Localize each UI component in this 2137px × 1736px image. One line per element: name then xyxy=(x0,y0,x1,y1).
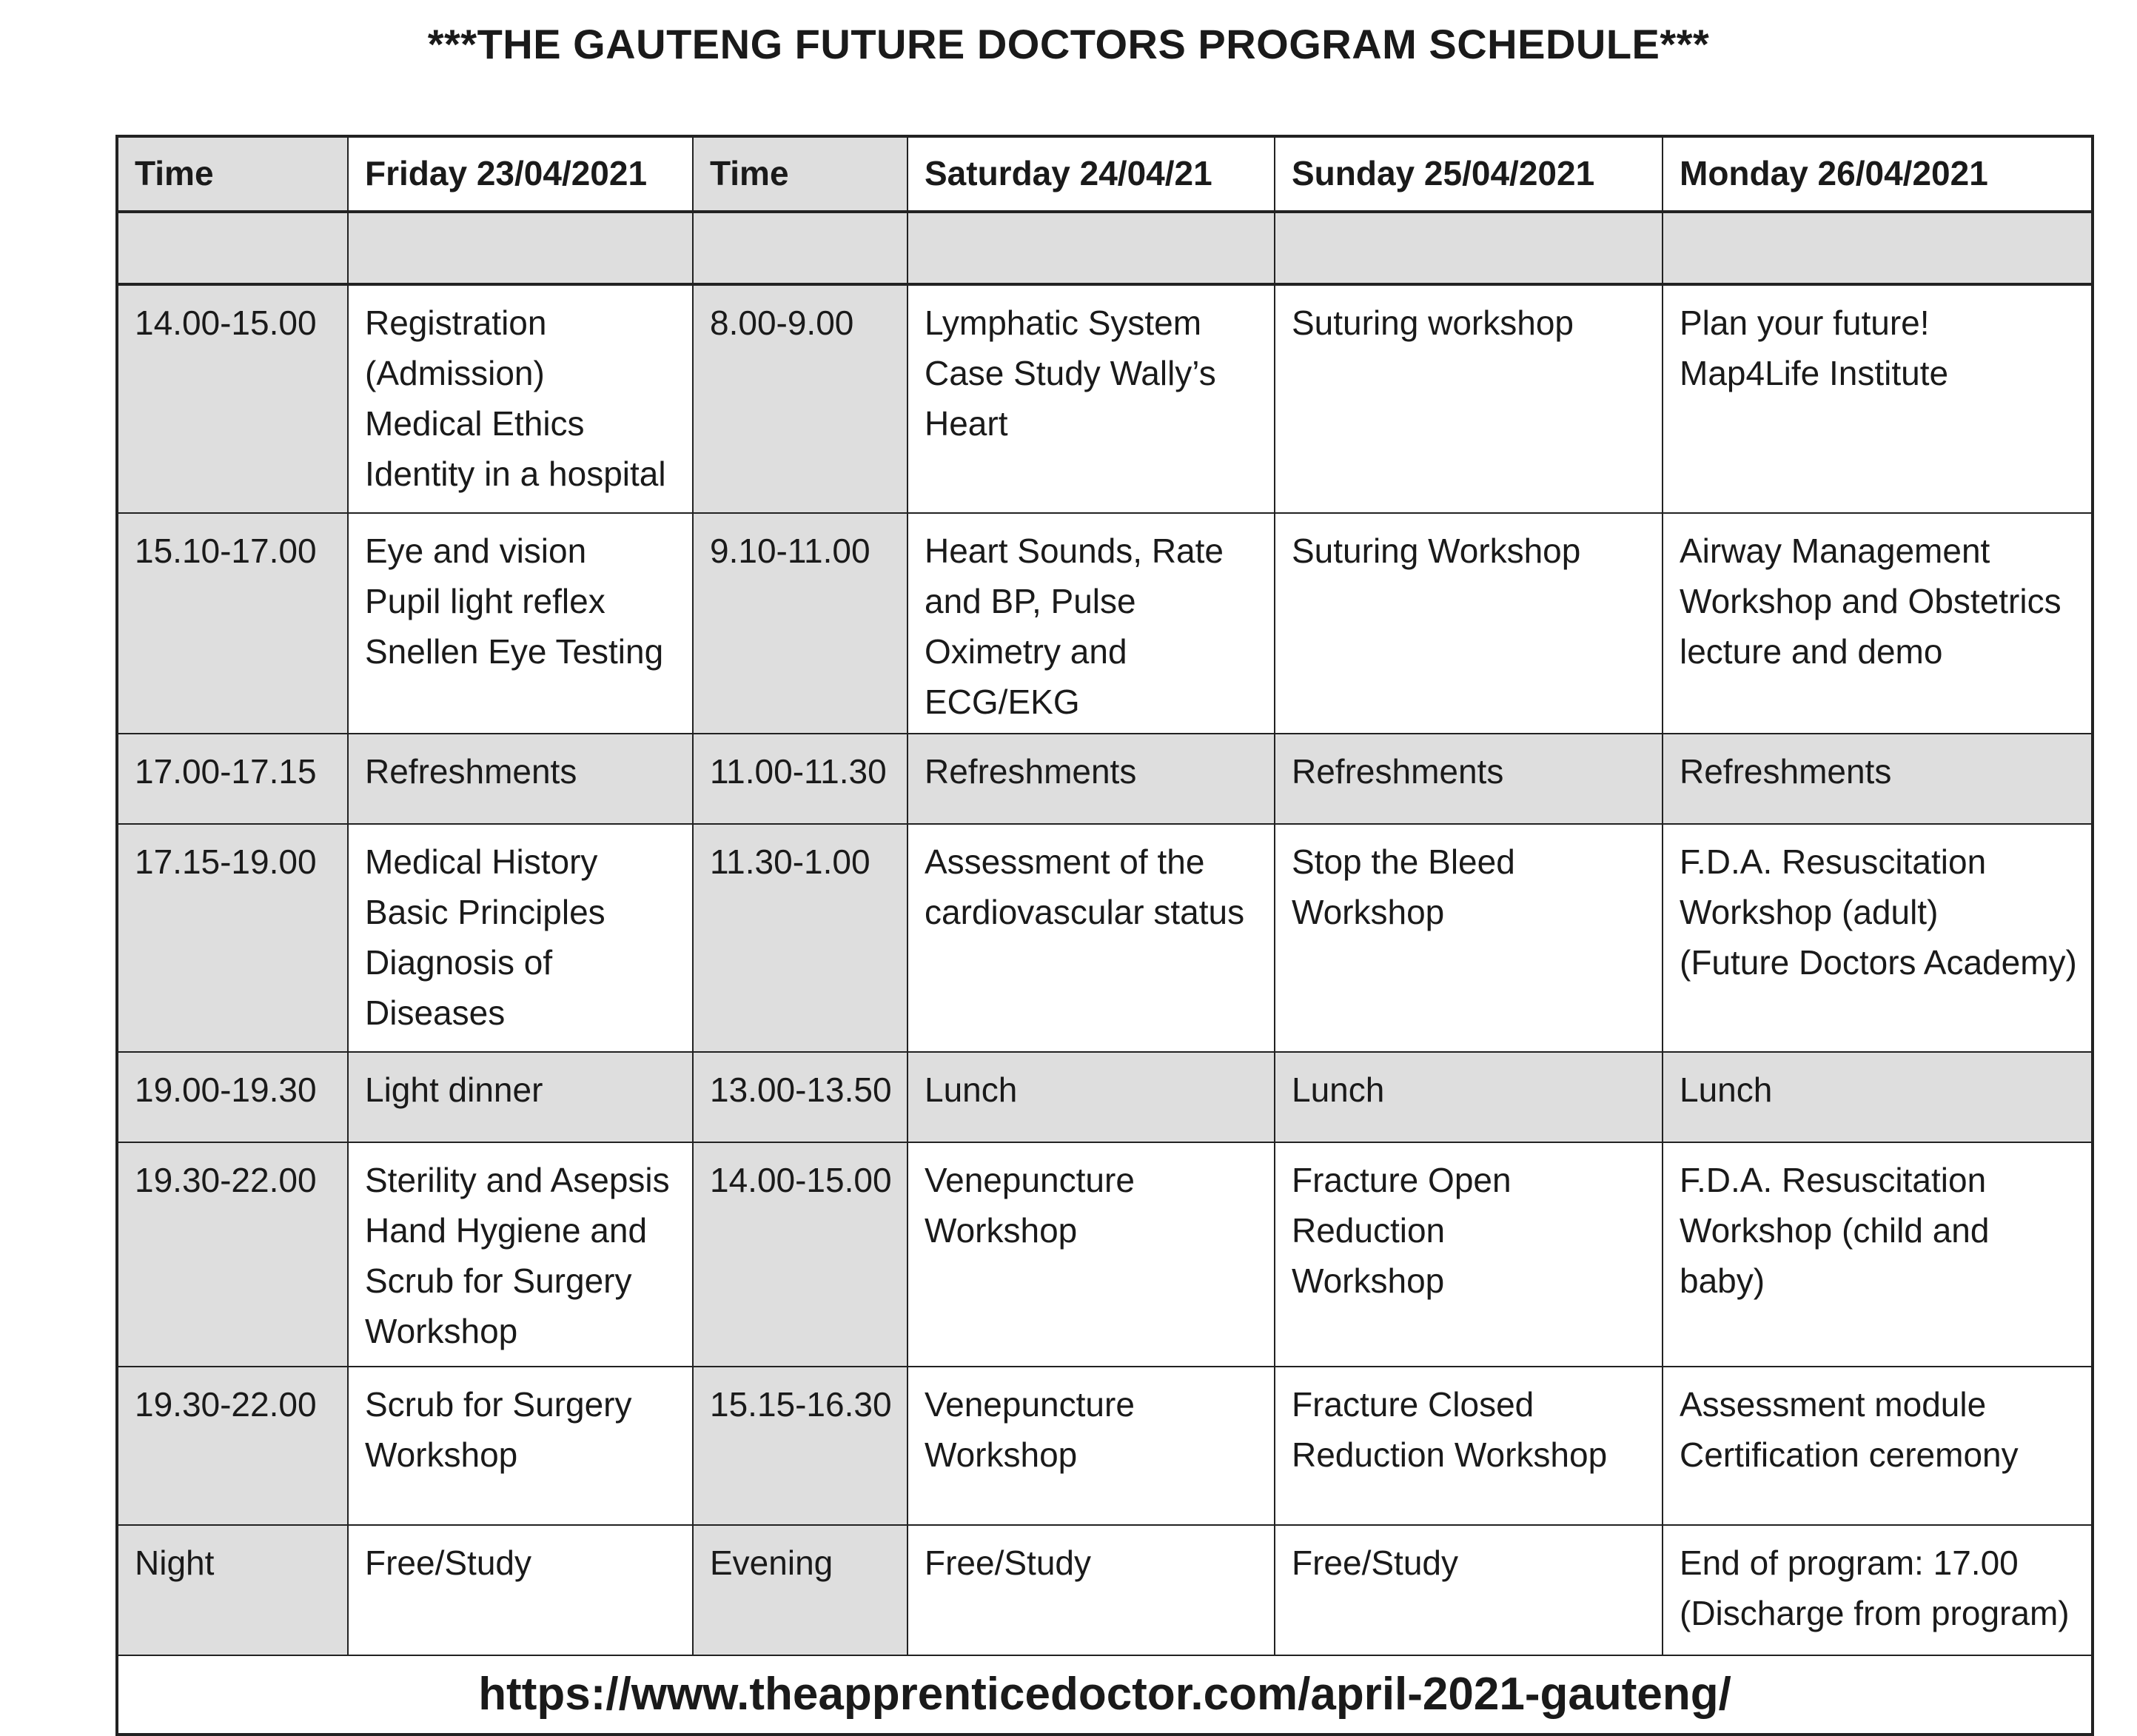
cell-text-line: Heart Sounds, Rate xyxy=(925,532,1224,570)
cell-text-line: Free/Study xyxy=(1292,1544,1458,1582)
schedule-row xyxy=(117,513,2093,734)
cell-text-line: 15.15-16.30 xyxy=(710,1385,892,1424)
cell-text-line: 15.10-17.00 xyxy=(135,532,317,570)
cell-time-weekend xyxy=(693,1525,908,1655)
schedule-row xyxy=(117,824,2093,1052)
cell-text-line: End of program: 17.00 xyxy=(1680,1544,2019,1582)
cell-text-line: Assessment module xyxy=(1680,1385,1987,1424)
cell-text-line: Lymphatic System xyxy=(925,304,1202,342)
cell-text-line: 19.30-22.00 xyxy=(135,1385,317,1424)
cell-text-line: 17.00-17.15 xyxy=(135,752,317,791)
cell-text-line: Refreshments xyxy=(1680,752,1892,791)
schedule-row xyxy=(117,1142,2093,1367)
cell-text-line: Diseases xyxy=(365,993,506,1032)
cell-text-line: 17.15-19.00 xyxy=(135,842,317,881)
spacer-cell xyxy=(908,212,1275,284)
cell-time-weekend xyxy=(693,1367,908,1525)
cell-text-line: Basic Principles xyxy=(365,893,605,931)
cell-saturday xyxy=(908,1525,1275,1655)
cell-saturday xyxy=(908,513,1275,734)
cell-monday xyxy=(1663,734,2093,824)
cell-text-line: lecture and demo xyxy=(1680,632,1943,671)
cell-text-line: Pupil light reflex xyxy=(365,582,605,620)
cell-sunday xyxy=(1275,1052,1663,1142)
cell-time-friday xyxy=(117,284,348,513)
cell-time-weekend xyxy=(693,1142,908,1367)
schedule-row xyxy=(117,1367,2093,1525)
cell-text-line: 11.30-1.00 xyxy=(710,842,870,881)
spacer-cell xyxy=(348,212,693,284)
cell-sunday xyxy=(1275,1142,1663,1367)
cell-sunday xyxy=(1275,824,1663,1052)
cell-sunday xyxy=(1275,1367,1663,1525)
cell-time-weekend xyxy=(693,734,908,824)
cell-friday xyxy=(348,824,693,1052)
cell-text-line: Snellen Eye Testing xyxy=(365,632,664,671)
cell-text-line: Lunch xyxy=(925,1070,1018,1109)
cell-text-line: 19.30-22.00 xyxy=(135,1161,317,1199)
cell-text-line: Plan your future! xyxy=(1680,304,1930,342)
schedule-row xyxy=(117,734,2093,824)
program-url[interactable]: https://www.theapprenticedoctor.com/april-2021-gauteng/ xyxy=(117,1655,2093,1735)
cell-monday xyxy=(1663,284,2093,513)
cell-text-line: Registration xyxy=(365,304,547,342)
cell-text-line: Medical Ethics xyxy=(365,404,585,443)
cell-time-friday xyxy=(117,1367,348,1525)
cell-text-line: 9.10-11.00 xyxy=(710,532,870,570)
schedule-row xyxy=(117,1052,2093,1142)
cell-text-line: Stop the Bleed xyxy=(1292,842,1515,881)
header-saturday: Saturday 24/04/21 xyxy=(908,136,1275,212)
cell-text-line: Identity in a hospital xyxy=(365,455,666,493)
cell-sunday xyxy=(1275,284,1663,513)
cell-text-line: 13.00-13.50 xyxy=(710,1070,892,1109)
header-time-weekend: Time xyxy=(693,136,908,212)
cell-text-line: Heart xyxy=(925,404,1008,443)
cell-text-line: Workshop (adult) xyxy=(1680,893,1939,931)
spacer-row xyxy=(117,212,2093,284)
cell-text-line: Fracture Closed xyxy=(1292,1385,1534,1424)
cell-friday xyxy=(348,1052,693,1142)
cell-text-line: Diagnosis of xyxy=(365,943,553,982)
cell-text-line: 19.00-19.30 xyxy=(135,1070,317,1109)
cell-text-line: Reduction xyxy=(1292,1211,1446,1250)
cell-time-weekend xyxy=(693,824,908,1052)
cell-text-line: Workshop xyxy=(1292,893,1445,931)
cell-text-line: (Discharge from program) xyxy=(1680,1594,2070,1632)
cell-text-line: Venepuncture xyxy=(925,1161,1135,1199)
cell-monday xyxy=(1663,1367,2093,1525)
cell-text-line: Workshop xyxy=(365,1435,518,1474)
cell-saturday xyxy=(908,284,1275,513)
cell-text-line: Workshop xyxy=(1292,1261,1445,1300)
cell-saturday xyxy=(908,1367,1275,1525)
cell-text-line: Eye and vision xyxy=(365,532,587,570)
cell-text-line: (Admission) xyxy=(365,354,545,392)
cell-text-line: Lunch xyxy=(1680,1070,1773,1109)
cell-text-line: Case Study Wally’s xyxy=(925,354,1216,392)
cell-time-friday xyxy=(117,734,348,824)
cell-text-line: 14.00-15.00 xyxy=(710,1161,892,1199)
cell-text-line: Reduction Workshop xyxy=(1292,1435,1608,1474)
cell-text-line: Scrub for Surgery xyxy=(365,1385,632,1424)
spacer-cell xyxy=(693,212,908,284)
cell-time-weekend xyxy=(693,1052,908,1142)
cell-saturday xyxy=(908,824,1275,1052)
cell-friday xyxy=(348,513,693,734)
cell-text-line: Suturing workshop xyxy=(1292,304,1574,342)
cell-friday xyxy=(348,734,693,824)
cell-sunday xyxy=(1275,1525,1663,1655)
header-sunday: Sunday 25/04/2021 xyxy=(1275,136,1663,212)
cell-text-line: Refreshments xyxy=(925,752,1137,791)
cell-text-line: (Future Doctors Academy) xyxy=(1680,943,2077,982)
cell-friday xyxy=(348,284,693,513)
cell-text-line: Medical History xyxy=(365,842,598,881)
cell-friday xyxy=(348,1525,693,1655)
cell-text-line: F.D.A. Resuscitation xyxy=(1680,842,1987,881)
cell-text-line: Evening xyxy=(710,1544,833,1582)
cell-text-line: Suturing Workshop xyxy=(1292,532,1581,570)
cell-sunday xyxy=(1275,734,1663,824)
cell-text-line: F.D.A. Resuscitation xyxy=(1680,1161,1987,1199)
cell-text-line: Workshop xyxy=(925,1211,1078,1250)
cell-text-line: Airway Management xyxy=(1680,532,1990,570)
cell-text-line: Workshop (child and xyxy=(1680,1211,1990,1250)
cell-text-line: Refreshments xyxy=(365,752,577,791)
spacer-cell xyxy=(1275,212,1663,284)
cell-text-line: Workshop xyxy=(365,1312,518,1350)
url-row xyxy=(117,1655,2093,1735)
cell-text-line: Refreshments xyxy=(1292,752,1504,791)
cell-text-line: and BP, Pulse xyxy=(925,582,1136,620)
cell-text-line: 11.00-11.30 xyxy=(710,752,887,791)
cell-text-line: ECG/EKG xyxy=(925,683,1080,721)
cell-saturday xyxy=(908,734,1275,824)
cell-time-friday xyxy=(117,513,348,734)
cell-text-line: Workshop and Obstetrics xyxy=(1680,582,2061,620)
cell-text-line: Workshop xyxy=(925,1435,1078,1474)
cell-time-friday xyxy=(117,1525,348,1655)
cell-monday xyxy=(1663,1525,2093,1655)
header-row xyxy=(117,136,2093,212)
cell-friday xyxy=(348,1142,693,1367)
cell-time-friday xyxy=(117,1052,348,1142)
cell-sunday xyxy=(1275,513,1663,734)
cell-text-line: Night xyxy=(135,1544,215,1582)
cell-saturday xyxy=(908,1142,1275,1367)
cell-text-line: Light dinner xyxy=(365,1070,543,1109)
schedule-row xyxy=(117,284,2093,513)
page-title: ***THE GAUTENG FUTURE DOCTORS PROGRAM SCHEDULE*** xyxy=(427,21,1710,67)
cell-monday xyxy=(1663,1052,2093,1142)
cell-text-line: Scrub for Surgery xyxy=(365,1261,632,1300)
cell-text-line: baby) xyxy=(1680,1261,1765,1300)
cell-text-line: 8.00-9.00 xyxy=(710,304,854,342)
spacer-cell xyxy=(117,212,348,284)
header-friday: Friday 23/04/2021 xyxy=(348,136,693,212)
spacer-cell xyxy=(1663,212,2093,284)
cell-text-line: Sterility and Asepsis xyxy=(365,1161,670,1199)
cell-time-friday xyxy=(117,1142,348,1367)
schedule-table xyxy=(115,135,2094,1736)
cell-time-weekend xyxy=(693,284,908,513)
cell-time-friday xyxy=(117,824,348,1052)
cell-text-line: Assessment of the xyxy=(925,842,1205,881)
cell-text-line: Lunch xyxy=(1292,1070,1385,1109)
cell-monday xyxy=(1663,513,2093,734)
cell-monday xyxy=(1663,1142,2093,1367)
cell-text-line: Map4Life Institute xyxy=(1680,354,1949,392)
cell-text-line: Venepuncture xyxy=(925,1385,1135,1424)
cell-text-line: Hand Hygiene and xyxy=(365,1211,648,1250)
cell-text-line: Certification ceremony xyxy=(1680,1435,2019,1474)
cell-text-line: Fracture Open xyxy=(1292,1161,1512,1199)
cell-text-line: Oximetry and xyxy=(925,632,1127,671)
cell-saturday xyxy=(908,1052,1275,1142)
cell-text-line: cardiovascular status xyxy=(925,893,1245,931)
cell-text-line: Free/Study xyxy=(925,1544,1091,1582)
cell-text-line: 14.00-15.00 xyxy=(135,304,317,342)
header-monday: Monday 26/04/2021 xyxy=(1663,136,2093,212)
cell-time-weekend xyxy=(693,513,908,734)
cell-text-line: Free/Study xyxy=(365,1544,531,1582)
cell-monday xyxy=(1663,824,2093,1052)
cell-friday xyxy=(348,1367,693,1525)
header-time-friday: Time xyxy=(117,136,348,212)
schedule-row xyxy=(117,1525,2093,1655)
